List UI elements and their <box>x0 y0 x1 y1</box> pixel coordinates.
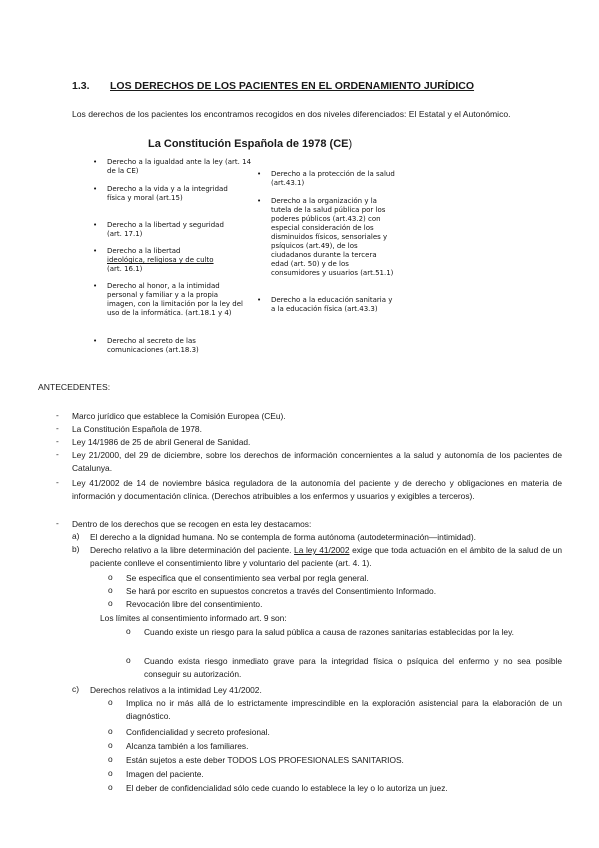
law-reference: La ley 41/2002 <box>294 545 350 555</box>
section-title: LOS DERECHOS DE LOS PACIENTES EN EL ORDENAMIENTO JURÍDICO <box>110 80 475 92</box>
bullet-icon: • <box>257 296 262 304</box>
list-marker-c: c) <box>72 684 79 694</box>
circle-bullet-icon: o <box>108 768 113 778</box>
bullet-icon: • <box>93 337 98 345</box>
bullet-icon: • <box>93 158 98 166</box>
right-c-item: Implica no ir más allá de lo estrictamente imprescindible en la exploración asistencial para la elaboración de un diagnóstico. <box>126 698 562 721</box>
circle-bullet-icon: o <box>108 740 113 750</box>
antecedentes-label: ANTECEDENTES: <box>38 382 111 392</box>
ce-right-item: • Derecho a la educación sanitaria y a la educación física (art.43.3) <box>257 296 393 313</box>
right-c-item: El deber de confidencialidad sólo cede cuando lo establece la ley o lo autoriza un juez. <box>126 783 448 793</box>
right-c-text: Derechos relativos a la intimidad Ley 41/2002. <box>90 685 262 695</box>
right-b-item: Se hará por escrito en supuestos concretos a través del Consentimiento Informado. <box>126 586 437 596</box>
right-c-item: Alcanza también a los familiares. <box>126 741 249 751</box>
right-b-item: Se especifica que el consentimiento sea verbal por regla general. <box>126 573 369 583</box>
limit-item: Cuando existe un riesgo para la salud pública a causa de razones sanitarias establecidas por la ley. <box>144 627 514 637</box>
bullet-icon: • <box>257 197 262 205</box>
circle-bullet-icon: o <box>108 782 113 792</box>
constitution-left-column <box>93 158 267 368</box>
ce-left-item: • Derecho a la libertad ideológica, religiosa y de culto (art. 16.1) <box>93 247 214 273</box>
constitution-right-column <box>257 170 431 360</box>
list-marker-a: a) <box>72 531 80 541</box>
circle-bullet-icon: o <box>108 585 113 595</box>
circle-bullet-icon: o <box>126 655 131 665</box>
antecedente-item: Ley 41/2002 de 14 de noviembre básica reguladora de la autonomía del paciente y de derecho y obligaciones en materia de información y documentación clínica. (Derechos atribuibles a los enfermos y usuarios y exigibles a terceros). <box>72 478 562 501</box>
section-number: 1.3. <box>72 80 90 92</box>
bullet-icon: • <box>93 282 98 290</box>
ce-right-item: • Derecho a la protección de la salud (art.43.1) <box>257 170 395 187</box>
bullet-icon: • <box>257 170 262 178</box>
circle-bullet-icon: o <box>108 697 113 707</box>
dash-marker: - <box>56 449 59 459</box>
antecedente-item: Ley 21/2000, del 29 de diciembre, sobre los derechos de información concernientes a la salud y autonomía de los pacientes de Catalunya. <box>72 450 562 473</box>
right-a-text: El derecho a la dignidad humana. No se contempla de forma autónoma (autodeterminación—intimidad). <box>90 532 476 542</box>
bullet-icon: • <box>93 185 98 193</box>
dash-marker: - <box>56 436 59 446</box>
bullet-icon: • <box>93 221 98 229</box>
ce-left-item: • Derecho al honor, a la intimidad personal y familiar y a la propia imagen, con la limitación por la ley del uso de la informática. (art.18.1 y 4) <box>93 282 243 317</box>
dash-marker: - <box>56 410 59 420</box>
circle-bullet-icon: o <box>108 754 113 764</box>
right-b-item: Revocación libre del consentimiento. <box>126 599 263 609</box>
right-c-item: Imagen del paciente. <box>126 769 204 779</box>
dash-marker: - <box>56 423 59 433</box>
right-c-item: Están sujetos a este deber TODOS LOS PROFESIONALES SANITARIOS. <box>126 755 404 765</box>
ce-left-item: • Derecho a la igualdad ante la ley (art. 14 de la CE) <box>93 158 252 175</box>
ce-left-item: • Derecho a la libertad y seguridad (art. 17.1) <box>93 221 224 238</box>
constitution-title: La Constitución Española de 1978 (CE) <box>148 138 353 150</box>
list-marker-b: b) <box>72 544 80 554</box>
right-c-item: Confidencialidad y secreto profesional. <box>126 727 270 737</box>
antecedente-item: Dentro de los derechos que se recogen en esta ley destacamos: <box>72 519 312 529</box>
circle-bullet-icon: o <box>108 572 113 582</box>
ce-left-item: • Derecho al secreto de las comunicaciones (art.18.3) <box>93 337 199 354</box>
dash-marker: - <box>56 518 59 528</box>
intro-paragraph: Los derechos de los pacientes los encontramos recogidos en dos niveles diferenciados: El Estatal y el Autonómico. <box>72 109 511 119</box>
circle-bullet-icon: o <box>126 626 131 636</box>
bullet-icon: • <box>93 247 98 255</box>
ce-right-item: • Derecho a la organización y la tutela de la salud pública por los poderes públicos (art.43.2) con especial consideración de los disminuidos físicos, sensoriales y psíquicos (art.49), de los ciudadanos durante la tercera edad (art. 50) y de los consumidores y usuarios (art.51.1) <box>257 197 394 277</box>
circle-bullet-icon: o <box>108 726 113 736</box>
circle-bullet-icon: o <box>108 598 113 608</box>
right-b-text: Derecho relativo a la libre determinación del paciente. La ley 41/2002 exige que toda actuación en el ámbito de la salud de un paciente conlleve el consentimiento libre y voluntario del paciente (art. 4. 1). <box>90 545 563 568</box>
limits-label: Los límites al consentimiento informado art. 9 son: <box>100 613 287 623</box>
dash-marker: - <box>56 477 59 487</box>
ce-left-item: • Derecho a la vida y a la integridad física y moral (art.15) <box>93 185 228 202</box>
antecedente-item: La Constitución Española de 1978. <box>72 424 202 434</box>
antecedente-item: Ley 14/1986 de 25 de abril General de Sanidad. <box>72 437 251 447</box>
antecedente-item: Marco jurídico que establece la Comisión Europea (CEu). <box>72 411 286 421</box>
limit-item: Cuando exista riesgo inmediato grave para la integridad física o psíquica del enfermo y no sea posible conseguir su autorización. <box>144 656 562 679</box>
